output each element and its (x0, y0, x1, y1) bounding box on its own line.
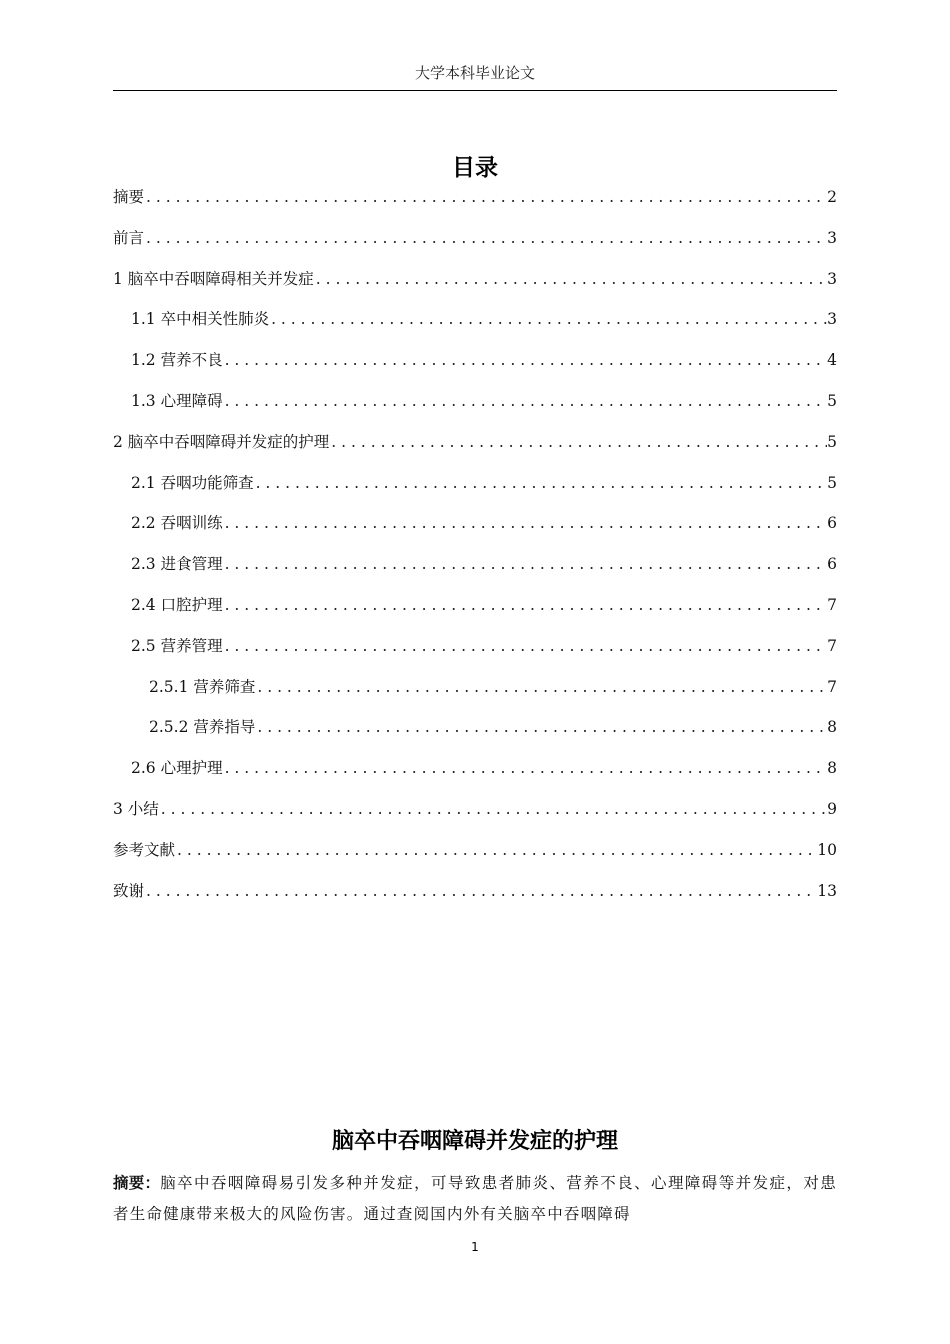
toc-entry-page: 13 (817, 881, 837, 900)
toc-dot-leader (223, 388, 827, 414)
abstract-paragraph (113, 1168, 837, 1230)
toc-entry-page: 7 (827, 596, 837, 614)
toc-entry-label: 1.1 卒中相关性肺炎 (131, 310, 270, 329)
toc-entry-label: 前言 (113, 228, 145, 247)
toc-entry[interactable] (113, 592, 837, 618)
toc-entry[interactable] (113, 266, 837, 292)
toc-entry-page: 10 (817, 840, 837, 859)
toc-entry-page: 3 (827, 269, 837, 288)
toc-dot-leader (223, 551, 827, 577)
toc-dot-leader (223, 510, 827, 536)
toc-entry-page: 7 (827, 636, 837, 655)
toc-entry[interactable] (113, 633, 837, 659)
toc-entry[interactable] (113, 347, 837, 373)
toc-dot-leader (329, 429, 827, 455)
toc-entry-page: 3 (827, 310, 837, 329)
paper-title: 脑卒中吞咽障碍并发症的护理 (331, 1129, 618, 1154)
toc-entry[interactable] (113, 429, 837, 455)
toc-entry-label: 2.1 吞咽功能筛查 (131, 473, 254, 492)
toc-dot-leader (269, 306, 827, 332)
toc-entry-label: 2.3 进食管理 (131, 555, 223, 574)
toc-entry-label: 摘要 (113, 188, 145, 206)
toc-entry-page: 5 (827, 392, 837, 410)
toc-dot-leader (223, 347, 827, 373)
toc-entry[interactable] (113, 551, 837, 577)
toc-entry-page: 8 (827, 759, 837, 778)
abstract-text: 脑卒中吞咽障碍易引发多种并发症，可导致患者肺炎、营养不良、心理障碍等并发症，对患者生命健康带来极大的风险伤害。通过查阅国内外有关脑卒中吞咽障碍 (113, 1174, 837, 1223)
header-title: 大学本科毕业论文 (414, 64, 535, 82)
toc-dot-leader (175, 837, 817, 863)
toc-entry-page: 9 (827, 800, 837, 818)
toc-dot-leader (255, 674, 827, 700)
toc-entry[interactable] (113, 510, 837, 536)
toc-entry[interactable] (113, 755, 837, 781)
toc-dot-leader (223, 755, 827, 781)
toc-entry[interactable] (113, 184, 837, 210)
toc-title: 目录 (452, 155, 498, 181)
toc-entry-label: 2.5.2 营养指导 (149, 718, 256, 737)
toc-entry-page: 6 (827, 555, 837, 574)
toc-entry[interactable] (113, 225, 837, 251)
toc-dot-leader (223, 633, 827, 659)
toc-entry[interactable] (113, 796, 837, 822)
abstract-label: 摘要： (113, 1174, 161, 1192)
toc-dot-leader (254, 470, 827, 496)
toc-entry[interactable] (113, 470, 837, 496)
toc-dot-leader (144, 184, 827, 210)
toc-entry-label: 2.6 心理护理 (131, 759, 223, 778)
toc-dot-leader (159, 796, 827, 822)
toc-entry-page: 6 (827, 514, 837, 533)
toc-entry[interactable] (113, 837, 837, 863)
toc-entry-label: 参考文献 (113, 840, 176, 859)
toc-dot-leader (144, 225, 827, 251)
toc-entry-label: 2 脑卒中吞咽障碍并发症的护理 (113, 432, 330, 451)
toc-entry-label: 2.4 口腔护理 (131, 596, 223, 614)
toc-entry-label: 1.3 心理障碍 (131, 392, 223, 410)
toc-entry[interactable] (113, 306, 837, 332)
toc-entry-label: 3 小结 (113, 800, 159, 818)
toc-entry-page: 5 (827, 432, 837, 451)
toc-entry[interactable] (113, 674, 837, 700)
toc-entry[interactable] (113, 388, 837, 414)
toc-entry-label: 2.5 营养管理 (131, 636, 223, 655)
toc-dot-leader (255, 714, 827, 740)
toc-entry-label: 2.5.1 营养筛查 (149, 677, 256, 696)
toc-entry-page: 4 (827, 351, 837, 370)
toc-entry-page: 3 (827, 228, 837, 247)
page-number: 1 (471, 1240, 479, 1254)
toc-entry-page: 5 (827, 473, 837, 492)
toc-entry-label: 1 脑卒中吞咽障碍相关并发症 (113, 269, 314, 288)
toc-entry-label: 2.2 吞咽训练 (131, 514, 223, 533)
toc-dot-leader (223, 592, 827, 618)
toc-entry-page: 8 (827, 718, 837, 737)
toc-entry-page: 7 (827, 677, 837, 696)
page-header (113, 62, 837, 91)
toc-entry-label: 致谢 (113, 881, 145, 900)
toc-entry-label: 1.2 营养不良 (131, 351, 223, 370)
toc-dot-leader (144, 878, 817, 904)
toc-entry[interactable] (113, 878, 837, 904)
toc-dot-leader (314, 266, 827, 292)
toc-entry[interactable] (113, 714, 837, 740)
toc-entry-page: 2 (827, 188, 837, 206)
